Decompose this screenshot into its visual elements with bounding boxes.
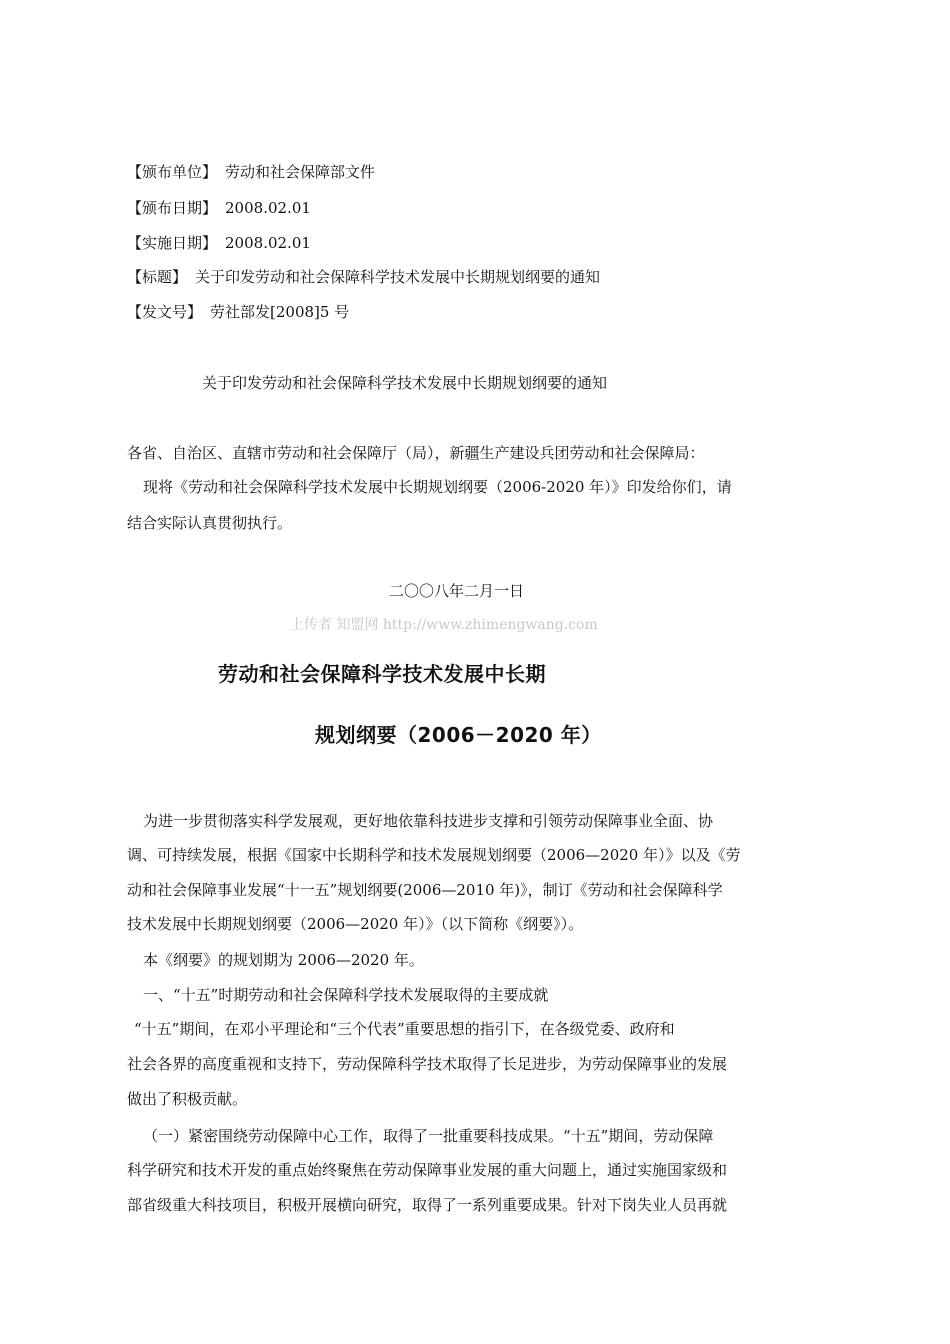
document-heading-line-1: 劳动和社会保障科学技术发展中长期 [218, 662, 546, 686]
notice-date: 二〇〇八年二月一日 [389, 582, 525, 600]
body-line-11: 科学研究和技术开发的重点始终聚焦在劳动保障事业发展的重大问题上，通过实施国家级和 [127, 1161, 728, 1179]
watermark-text: 上传者 知盟网 http://www.zhimengwang.com [290, 617, 598, 633]
meta-effective-key: 【实施日期】 [127, 234, 218, 252]
notice-body-line-1: 现将《劳动和社会保障科学技术发展中长期规划纲要（2006-2020 年）》印发给你们，请 [143, 478, 732, 496]
body-line-4: 技术发展中长期规划纲要（2006—2020 年）》（以下简称《纲要》）。 [127, 915, 584, 933]
meta-issuer-key: 【颁布单位】 [127, 163, 218, 181]
body-line-2: 调、可持续发展，根据《国家中长期科学和技术发展规划纲要（2006—2020 年）》以及《劳 [127, 846, 741, 864]
meta-issuer-row [127, 162, 375, 182]
meta-title-key: 【标题】 [127, 268, 188, 286]
meta-title-value: 关于印发劳动和社会保障科学技术发展中长期规划纲要的通知 [195, 268, 601, 286]
meta-issuer-value: 劳动和社会保障部文件 [225, 163, 376, 181]
body-line-7: “十五”期间，在邓小平理论和“三个代表”重要思想的指引下，在各级党委、政府和 [134, 1020, 675, 1038]
body-line-3: 动和社会保障事业发展“十一五”规划纲要(2006—2010 年)》，制订《劳动和社会保障科学 [127, 881, 723, 899]
body-line-10: （一）紧密围绕劳动保障中心工作，取得了一批重要科技成果。“十五”期间，劳动保障 [143, 1127, 714, 1145]
meta-publish-date-row [127, 198, 311, 218]
body-line-6: 一、“十五”时期劳动和社会保障科学技术发展取得的主要成就 [143, 986, 549, 1004]
body-line-8: 社会各界的高度重视和支持下，劳动保障科学技术取得了长足进步，为劳动保障事业的发展 [127, 1055, 728, 1073]
meta-publish-value: 2008.02.01 [225, 199, 311, 217]
meta-effective-date-row [127, 233, 311, 253]
meta-docno-row [127, 302, 349, 322]
meta-docno-value: 劳社部发[2008]5 号 [210, 303, 350, 321]
body-line-12: 部省级重大科技项目，积极开展横向研究，取得了一系列重要成果。针对下岗失业人员再就 [127, 1196, 728, 1214]
addressee: 各省、自治区、直辖市劳动和社会保障厅（局），新疆生产建设兵团劳动和社会保障局： [127, 444, 705, 462]
meta-docno-key: 【发文号】 [127, 303, 203, 321]
body-line-5: 本《纲要》的规划期为 2006—2020 年。 [143, 951, 424, 969]
body-line-1: 为进一步贯彻落实科学发展观，更好地依靠科技进步支撑和引领劳动保障事业全面、协 [143, 812, 714, 830]
meta-effective-value: 2008.02.01 [225, 234, 311, 252]
notice-title: 关于印发劳动和社会保障科学技术发展中长期规划纲要的通知 [202, 374, 608, 392]
body-line-9: 做出了积极贡献。 [127, 1090, 248, 1108]
meta-publish-key: 【颁布日期】 [127, 199, 218, 217]
document-heading-line-2: 规划纲要（2006－2020 年） [315, 723, 602, 747]
meta-title-row [127, 267, 600, 287]
notice-body-line-2: 结合实际认真贯彻执行。 [127, 514, 293, 532]
